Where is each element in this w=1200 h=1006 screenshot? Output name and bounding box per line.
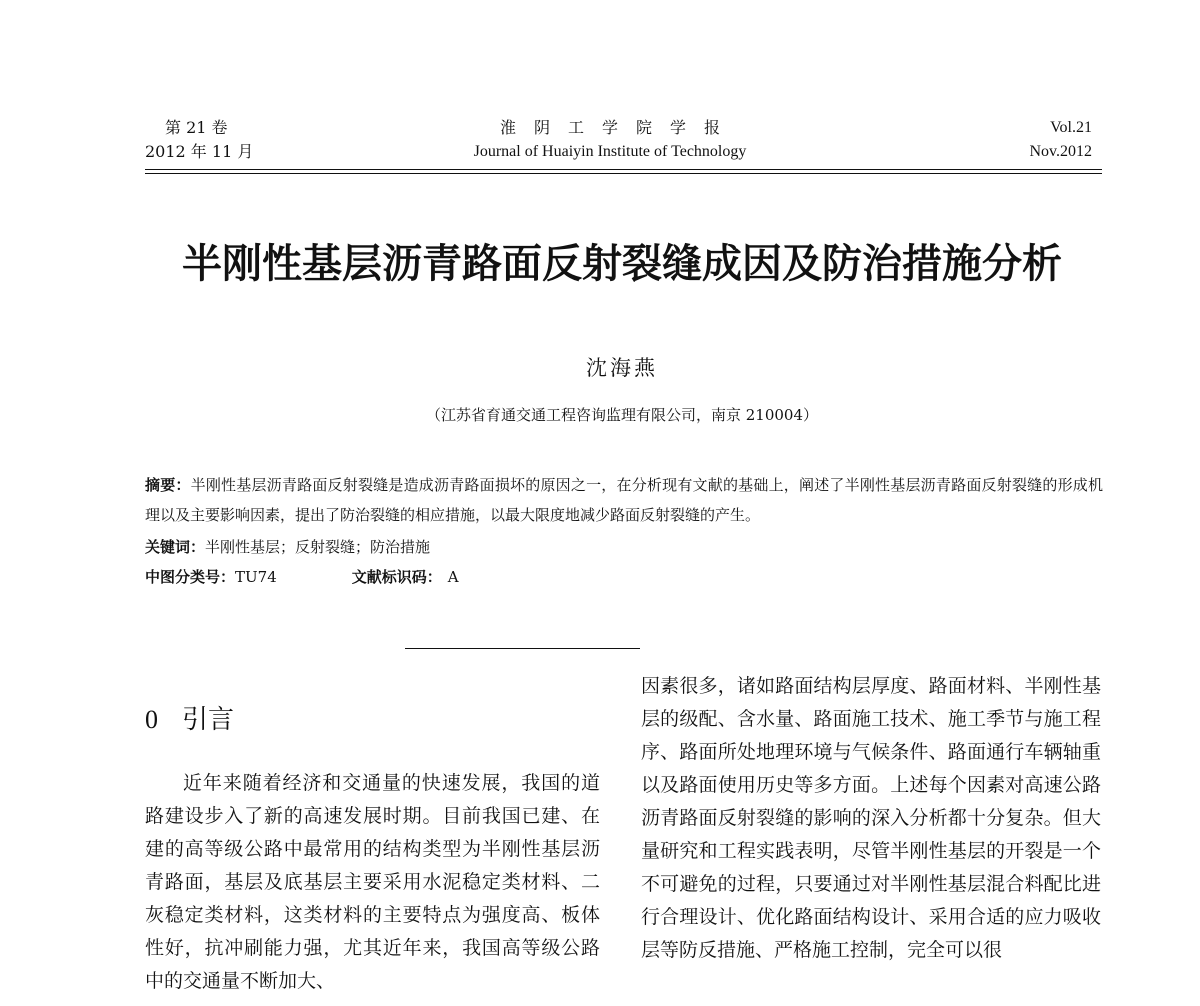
article-title: 半刚性基层沥青路面反射裂缝成因及防治措施分析 <box>182 241 1062 287</box>
classification-row <box>145 562 1103 592</box>
article-meta <box>145 532 1103 592</box>
body-left-column: 近年来随着经济和交通量的快速发展，我国的道路建设步入了新的高速发展时期。目前我国已建、在建的高等级公路中最常用的结构类型为半刚性基层沥青路面，基层及底基层主要采用水泥稳定类材料、二灰稳定类材料，这类材料的主要特点为强度高、板体性好，抗冲刷能力强，尤其近年来，我国高等级公路中的交通量不断加大、 <box>145 772 600 992</box>
header-center <box>400 116 820 164</box>
doc-code-value: A <box>447 568 459 586</box>
date-en: Nov.2012 <box>1029 143 1092 160</box>
keywords-text: 半刚性基层；反射裂缝；防治措施 <box>205 538 431 556</box>
doc-code-label: 文献标识码： <box>351 568 442 586</box>
volume-cn: 第 21 卷 <box>165 118 228 137</box>
volume-en: Vol.21 <box>1050 119 1092 136</box>
author-name: 沈海燕 <box>586 356 658 380</box>
section-divider <box>405 648 640 649</box>
keywords-row <box>145 532 1103 562</box>
body-right-column: 因素很多，诸如路面结构层厚度、路面材料、半刚性基层的级配、含水量、路面施工技术、施工季节与施工程序、路面所处地理环境与气候条件、路面通行车辆轴重以及路面使用历史等多方面。上述每个因素对高速公路沥青路面反射裂缝的影响的深入分析都十分复杂。但大量研究和工程实践表明，尽管半刚性基层的开裂是一个不可避免的过程，只要通过对半刚性基层混合料配比进行合理设计、优化路面结构设计、采用合适的应力吸收层等防反措施、严格施工控制，完全可以很 <box>641 675 1101 961</box>
journal-name-en: Journal of Huaiyin Institute of Technology <box>473 143 747 160</box>
abstract-label: 摘要： <box>145 476 191 494</box>
section-number: 0 <box>145 705 158 734</box>
section-heading <box>145 700 234 740</box>
header-left <box>145 116 305 164</box>
clc-label: 中图分类号： <box>145 568 236 586</box>
author-affiliation: （江苏省育通交通工程咨询监理有限公司，南京 210004） <box>425 406 819 424</box>
header-rule-thick <box>145 169 1102 170</box>
abstract-text: 半刚性基层沥青路面反射裂缝是造成沥青路面损坏的原因之一，在分析现有文献的基础上，阐述了半刚性基层沥青路面反射裂缝的形成机理以及主要影响因素，提出了防治裂缝的相应措施，以最大限度地减少路面反射裂缝的产生。 <box>145 476 1103 524</box>
clc-value: TU74 <box>235 568 277 586</box>
journal-name-cn: 淮阴工学院学报 <box>499 118 738 137</box>
abstract <box>145 470 1103 530</box>
header-rule-thin <box>145 173 1102 174</box>
date-cn: 2012 年 11 月 <box>145 142 254 161</box>
section-title: 引言 <box>182 705 235 735</box>
header-right <box>932 116 1092 164</box>
keywords-label: 关键词： <box>145 538 206 556</box>
